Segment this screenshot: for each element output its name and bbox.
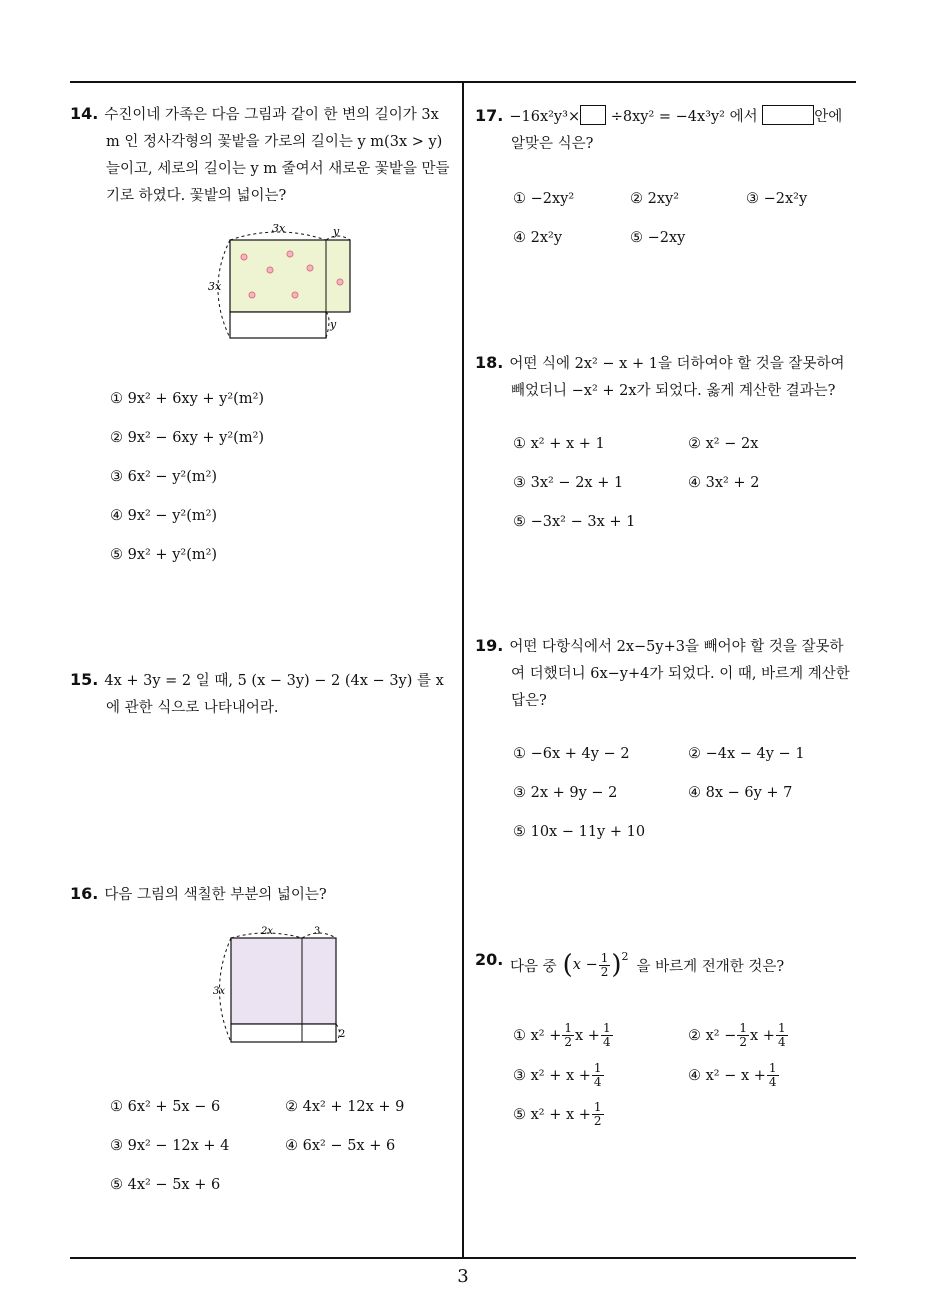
option-2[interactable]: ② 2xy²	[630, 191, 680, 207]
option-5[interactable]: ⑤ 9x² + y²(m²)	[110, 547, 218, 563]
figure-label: 3x	[272, 222, 286, 235]
figure-label: 3x	[208, 280, 222, 293]
answer-blank	[580, 105, 606, 125]
answer-blank	[762, 105, 814, 125]
option-5[interactable]: ⑤ x² + x + $\frac{1}{2}$	[513, 1100, 602, 1128]
figure-label: 2	[339, 1029, 346, 1040]
question-17	[475, 102, 865, 158]
question-text: 빼었더니 −x² + 2x가 되었다. 옳게 계산한 결과는?	[511, 383, 836, 399]
figure-label: y	[333, 225, 340, 238]
question-text: 알맞은 식은?	[511, 136, 594, 152]
figure-label: 3	[314, 926, 321, 937]
column-divider	[462, 81, 464, 1258]
bottom-rule	[70, 1257, 856, 1259]
option-3[interactable]: ③ 9x² − 12x + 4	[110, 1138, 230, 1154]
option-3[interactable]: ③ 2x + 9y − 2	[513, 785, 618, 801]
option-1[interactable]: ① x² + x + 1	[513, 436, 605, 452]
question-text: 다음 중	[510, 958, 557, 975]
question-number: 20.	[475, 950, 504, 969]
question-number: 19.	[475, 636, 504, 655]
option-4[interactable]: ④ 6x² − 5x + 6	[285, 1138, 396, 1154]
option-1[interactable]: ① −2xy²	[513, 191, 575, 207]
question-16	[70, 880, 456, 909]
figure-label: y	[330, 318, 337, 331]
option-3[interactable]: ③ −2x²y	[746, 191, 808, 207]
option-4[interactable]: ④ 8x − 6y + 7	[688, 785, 793, 801]
flowerbed-figure	[200, 222, 360, 342]
figure-label: 3x	[213, 986, 226, 997]
option-2[interactable]: ② x² − 2x	[688, 436, 759, 452]
question-18	[475, 349, 865, 405]
question-number: 17.	[475, 106, 504, 125]
shaded-area-figure	[206, 922, 356, 1047]
option-1[interactable]: ① 6x² + 5x − 6	[110, 1099, 221, 1115]
option-3[interactable]: ③ 3x² − 2x + 1	[513, 475, 624, 491]
question-text: 답은?	[511, 693, 547, 709]
option-5[interactable]: ⑤ −3x² − 3x + 1	[513, 514, 636, 530]
option-2[interactable]: ② 4x² + 12x + 9	[285, 1099, 405, 1115]
question-19	[475, 632, 865, 715]
question-14	[70, 100, 456, 210]
option-2[interactable]: ② 9x² − 6xy + y²(m²)	[110, 430, 265, 446]
option-4[interactable]: ④ 3x² + 2	[688, 475, 760, 491]
question-text: ÷8xy² = −4x³y² 에서	[610, 109, 758, 125]
option-5[interactable]: ⑤ 4x² − 5x + 6	[110, 1177, 221, 1193]
question-text: 다음 그림의 색칠한 부분의 넓이는?	[104, 887, 327, 903]
option-3[interactable]: ③ 6x² − y²(m²)	[110, 469, 218, 485]
question-text: 어떤 식에 2x² − x + 1을 더하여야 할 것을 잘못하여	[509, 356, 845, 372]
exponent: 2	[621, 950, 629, 963]
question-text: 4x + 3y = 2 일 때, 5 (x − 3y) − 2 (4x − 3y) 를 x 에 관한 식으로 나타내어라.	[104, 673, 444, 716]
question-number: 18.	[475, 353, 504, 372]
question-text: 다음 중 ( x − $\frac{1}{2}$ ) $^2$ 을 바르게 전개한 것은?	[510, 950, 785, 980]
question-text: 안에	[814, 109, 843, 125]
option-2[interactable]: ② x² − $\frac{1}{2}$ x + $\frac{1}{4}$	[688, 1021, 786, 1049]
option-4[interactable]: ④ 2x²y	[513, 230, 563, 246]
question-text: 여 더했더니 6x−y+4가 되었다. 이 때, 바르게 계산한	[511, 666, 850, 682]
option-4[interactable]: ④ 9x² − y²(m²)	[110, 508, 218, 524]
option-1[interactable]: ① 9x² + 6xy + y²(m²)	[110, 391, 265, 407]
option-2[interactable]: ② −4x − 4y − 1	[688, 746, 805, 762]
question-text: 어떤 다항식에서 2x−5y+3을 빼어야 할 것을 잘못하	[509, 639, 844, 655]
question-text: 수진이네 가족은 다음 그림과 같이 한 변의 길이가 3x m 인 정사각형의 꽃밭을 가로의 길이는 y m(3x > y) 늘이고, 세로의 길이는 y m 줄여서 새로운 꽃밭을 만들기로 하였다. 꽃밭의 넓이는?	[104, 107, 450, 204]
question-text: 을 바르게 전개한 것은?	[636, 958, 785, 975]
figure-label: 2x	[261, 926, 274, 937]
option-5[interactable]: ⑤ −2xy	[630, 230, 686, 246]
option-4[interactable]: ④ x² − x + $\frac{1}{4}$	[688, 1061, 777, 1089]
option-5[interactable]: ⑤ 10x − 11y + 10	[513, 824, 646, 840]
question-15	[70, 666, 456, 722]
fraction: $\frac{1}{2}$	[600, 950, 609, 979]
question-number: 15.	[70, 670, 99, 689]
option-1[interactable]: ① x² + $\frac{1}{2}$ x + $\frac{1}{4}$	[513, 1021, 611, 1049]
expression: x −	[572, 957, 598, 973]
question-number: 14.	[70, 104, 99, 123]
option-3[interactable]: ③ x² + x + $\frac{1}{4}$	[513, 1061, 602, 1089]
option-1[interactable]: ① −6x + 4y − 2	[513, 746, 630, 762]
page-number: 3	[457, 1266, 469, 1287]
question-text: −16x²y³×	[509, 109, 581, 125]
question-number: 16.	[70, 884, 99, 903]
